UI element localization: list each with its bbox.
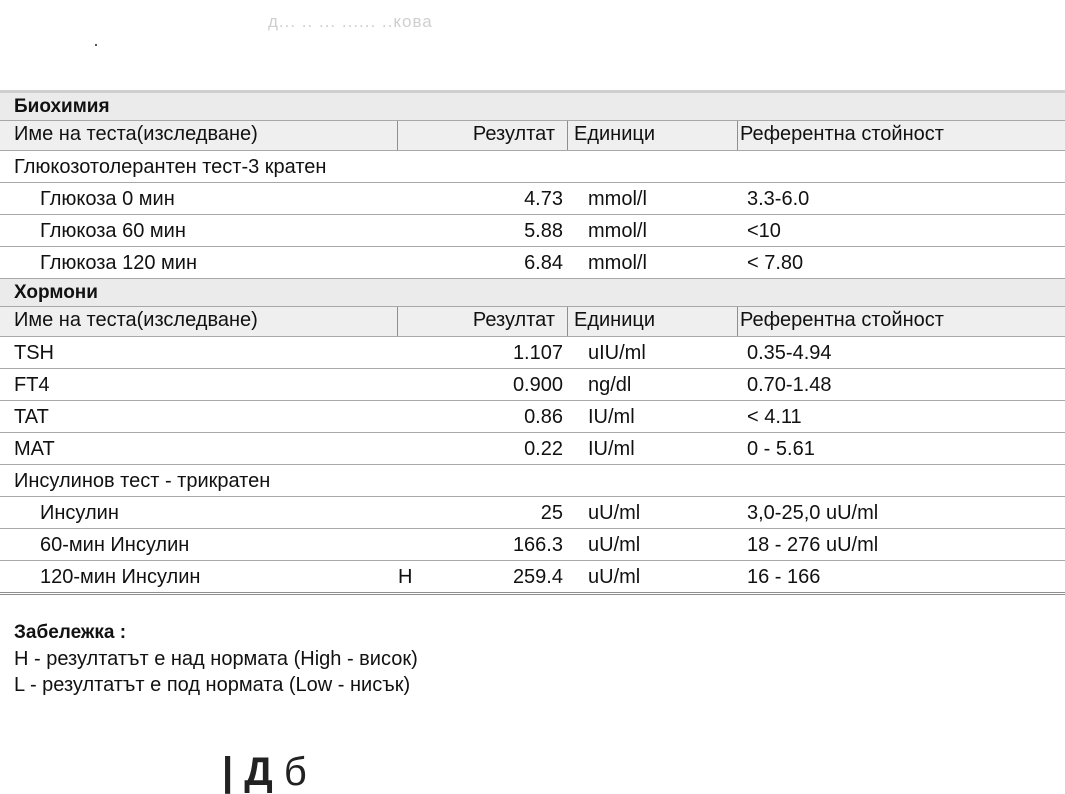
note-low-line: L - резултатът е под нормата (Low - нисък): [14, 674, 411, 696]
table-row: [0, 561, 1065, 595]
units: uU/ml: [588, 566, 641, 588]
header-divider: [567, 307, 568, 336]
result-value: 5.88: [524, 220, 563, 242]
header-divider: [737, 121, 738, 150]
reference-range: 0.70-1.48: [747, 374, 832, 396]
units: mmol/l: [588, 252, 647, 274]
header-divider: [397, 307, 398, 336]
header-name: Име на теста(изследване): [14, 123, 258, 145]
result-value: 259.4: [512, 566, 563, 588]
note-title: Забележка :: [14, 622, 127, 643]
header-reference: Референтна стойност: [740, 123, 944, 145]
test-name: Глюкоза 0 мин: [40, 188, 175, 210]
result-value: 0.900: [512, 374, 563, 396]
result-value: 6.84: [524, 252, 563, 274]
test-name: FT4: [14, 374, 50, 396]
header-result: Резултат: [472, 123, 555, 145]
faint-document-header: д... .. ... ...... ..кова: [268, 12, 433, 31]
group-row-insulin-test: [0, 465, 1065, 497]
table-row: [0, 433, 1065, 465]
table-row: [0, 183, 1065, 215]
header-divider: [397, 121, 398, 150]
section-title: Биохимия: [14, 96, 110, 117]
units: mmol/l: [588, 220, 647, 242]
section-title-biochemistry: [0, 93, 1065, 121]
test-name: MAT: [14, 438, 55, 460]
table-row: [0, 369, 1065, 401]
note-high-line: H - резултатът е над нормата (High - висок): [14, 648, 418, 670]
group-row-glucose-test: [0, 151, 1065, 183]
section-title: Хормони: [14, 282, 98, 303]
table-row: [0, 401, 1065, 433]
test-name: Глюкоза 120 мин: [40, 252, 197, 274]
section-title-hormones: [0, 279, 1065, 307]
header-reference: Референтна стойност: [740, 309, 944, 331]
test-name: 60-мин Инсулин: [40, 534, 190, 556]
units: mmol/l: [588, 188, 647, 210]
header-units: Единици: [574, 309, 656, 331]
header-divider: [567, 121, 568, 150]
table-row: [0, 247, 1065, 279]
test-name: Инсулин: [40, 502, 119, 524]
reference-range: 0 - 5.61: [747, 438, 815, 460]
test-name: TSH: [14, 342, 54, 364]
units: uIU/ml: [588, 342, 646, 364]
test-name: 120-мин Инсулин: [40, 566, 201, 588]
units: uU/ml: [588, 502, 641, 524]
group-label: Инсулинов тест - трикратен: [14, 470, 271, 492]
units: uU/ml: [588, 534, 641, 556]
header-divider: [737, 307, 738, 336]
result-value: 166.3: [512, 534, 563, 556]
result-value: 0.22: [524, 438, 563, 460]
test-name: TAT: [14, 406, 49, 428]
header-result: Резултат: [472, 309, 555, 331]
reference-range: 3,0-25,0 uU/ml: [747, 502, 879, 524]
table-row: [0, 215, 1065, 247]
reference-range: 16 - 166: [747, 566, 821, 588]
units: IU/ml: [588, 438, 635, 460]
group-label: Глюкозотолерантен тест-3 кратен: [14, 156, 327, 178]
cut-off-text: | Д б: [222, 750, 307, 794]
reference-range: < 7.80: [747, 252, 804, 274]
reference-range: 0.35-4.94: [747, 342, 832, 364]
test-name: Глюкоза 60 мин: [40, 220, 186, 242]
reference-range: < 4.11: [747, 406, 802, 428]
reference-range: <10: [747, 220, 781, 242]
table-header-row: [0, 121, 1065, 151]
high-flag: H: [398, 566, 413, 588]
reference-range: 3.3-6.0: [747, 188, 810, 210]
units: IU/ml: [588, 406, 635, 428]
header-name: Име на теста(изследване): [14, 309, 258, 331]
table-row: [0, 529, 1065, 561]
result-value: 25: [540, 502, 563, 524]
result-value: 0.86: [524, 406, 563, 428]
results-table: [0, 90, 1065, 595]
reference-range: 18 - 276 uU/ml: [747, 534, 879, 556]
table-row: [0, 337, 1065, 369]
result-value: 4.73: [524, 188, 563, 210]
header-units: Единици: [574, 123, 656, 145]
units: ng/dl: [588, 374, 632, 396]
result-value: 1.107: [512, 342, 563, 364]
legend-note: [14, 620, 418, 698]
table-header-row: [0, 307, 1065, 337]
stray-dot: [95, 44, 97, 46]
table-row: [0, 497, 1065, 529]
